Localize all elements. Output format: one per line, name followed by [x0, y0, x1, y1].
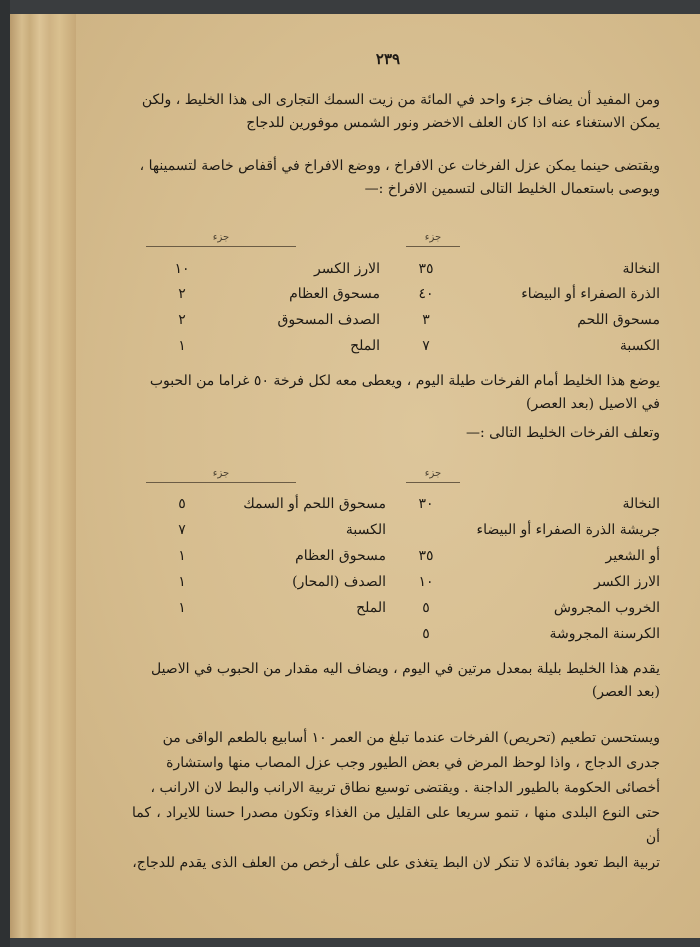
left-qty: ٥	[178, 496, 186, 512]
final-paragraph	[132, 726, 660, 876]
table1-row	[76, 334, 700, 358]
text-line: يمكن الاستغناء عنه اذا كان العلف الاخضر ونور الشمس موفورين للدجاج	[246, 115, 660, 131]
right-qty: ٤٠	[418, 286, 434, 302]
right-item: النخالة	[622, 496, 660, 512]
unit-header-right: جزء	[406, 232, 460, 247]
text-line: حتى النوع البلدى منها ، تنمو سريعا على القليل من الغذاء وتكون مصدرا حسنا للايراد ، كما أن	[132, 805, 660, 846]
right-qty: ٣٠	[418, 496, 434, 512]
book-spine	[0, 0, 10, 947]
left-qty: ١	[178, 574, 186, 590]
table1-row	[76, 257, 700, 281]
right-item: مسحوق اللحم	[577, 312, 660, 328]
right-item: الكسبة	[619, 338, 660, 354]
text-line: يقدم هذا الخليط بليلة بمعدل مرتين في اليوم ، ويضاف اليه مقدار من الحبوب في الاصيل	[150, 661, 660, 677]
right-qty: ٣٥	[418, 261, 434, 277]
page-edges	[10, 14, 77, 938]
table2-intro: وتعلف الفرخات الخليط التالى :—	[465, 425, 660, 441]
table1-note	[132, 370, 660, 416]
left-qty: ٢	[178, 312, 186, 328]
text-line: ويستحسن تطعيم (تحريص) الفرخات عندما تبلغ من العمر ١٠ أسابيع بالطعم الواقى من	[162, 730, 660, 746]
text-line: ويقتضى حينما يمكن عزل الفرخات عن الافراخ ، ووضع الافراخ في أقفاص خاصة لتسمينها ،	[139, 158, 660, 174]
left-item: الصدف المسحوق	[277, 312, 380, 328]
text-line: (بعد العصر)	[591, 684, 660, 700]
table2-left-row	[76, 492, 406, 516]
left-qty: ١	[178, 548, 186, 564]
right-item: جريشة الذرة الصفراء أو البيضاء	[476, 522, 660, 538]
table2-left-row	[76, 570, 406, 594]
right-qty: ٥	[422, 600, 430, 616]
right-qty: ٣٥	[418, 548, 434, 564]
table2-left-row	[76, 518, 406, 542]
table2-note	[132, 658, 660, 704]
left-qty: ١	[178, 338, 186, 354]
table2-right-row	[76, 622, 700, 646]
right-item: الذرة الصفراء أو البيضاء	[521, 286, 660, 302]
text-line: يوضع هذا الخليط أمام الفرخات طيلة اليوم ، ويعطى معه لكل فرخة ٥٠ غراما من الحبوب	[149, 373, 660, 389]
right-qty: ١٠	[418, 574, 434, 590]
left-item: الملح	[350, 338, 380, 354]
text-line: جدرى الدجاج ، واذا لوحظ المرض في بعض الطيور وجب عزل المصاب منها واستشارة	[166, 755, 660, 771]
left-item: الارز الكسر	[314, 261, 380, 277]
text-line: أخصائى الحكومة بالطيور الداجنة . ويقتضى توسيع نطاق تربية الارانب والبط لان الارانب ،	[150, 780, 660, 796]
left-qty: ١	[178, 600, 186, 616]
book-page	[76, 14, 700, 938]
table2-left-row	[76, 596, 406, 620]
right-item: الخروب المجروش	[553, 600, 660, 616]
left-item: مسحوق العظام	[295, 548, 386, 564]
right-qty: ٣	[422, 312, 430, 328]
text-line: ومن المفيد أن يضاف جزء واحد في المائة من زيت السمك التجارى الى هذا الخليط ، ولكن	[141, 92, 660, 108]
right-item: النخالة	[622, 261, 660, 277]
text-line: في الاصيل (بعد العصر)	[526, 396, 660, 412]
right-item: الكرسنة المجروشة	[549, 626, 660, 642]
unit-header-left: جزء	[146, 232, 296, 247]
right-qty: ٧	[422, 338, 430, 354]
right-qty: ٥	[422, 626, 430, 642]
right-item: أو الشعير	[605, 548, 660, 564]
intro-paragraph	[132, 89, 660, 135]
left-qty: ١٠	[174, 261, 190, 277]
table1-row	[76, 308, 700, 332]
left-item: الملح	[356, 600, 386, 616]
left-item: مسحوق اللحم أو السمك	[243, 496, 386, 512]
table2-left-row	[76, 544, 406, 568]
unit-header-right: جزء	[406, 468, 460, 483]
text-line: ويوصى باستعمال الخليط التالى لتسمين الافراخ :—	[364, 181, 660, 197]
right-item: الارز الكسر	[594, 574, 660, 590]
left-qty: ٧	[178, 522, 186, 538]
unit-header-left: جزء	[146, 468, 296, 483]
table1-row	[76, 282, 700, 306]
left-item: الكسبة	[345, 522, 386, 538]
left-qty: ٢	[178, 286, 186, 302]
left-item: مسحوق العظام	[289, 286, 380, 302]
text-line: تربية البط تعود بفائدة لا تنكر لان البط يتغذى على علف أرخص من العلف الذى يقدم للدجاج،	[132, 855, 660, 871]
left-item: الصدف (المحار)	[292, 574, 386, 590]
page-number: ٢٣٩	[375, 50, 401, 68]
separation-paragraph	[132, 155, 660, 201]
